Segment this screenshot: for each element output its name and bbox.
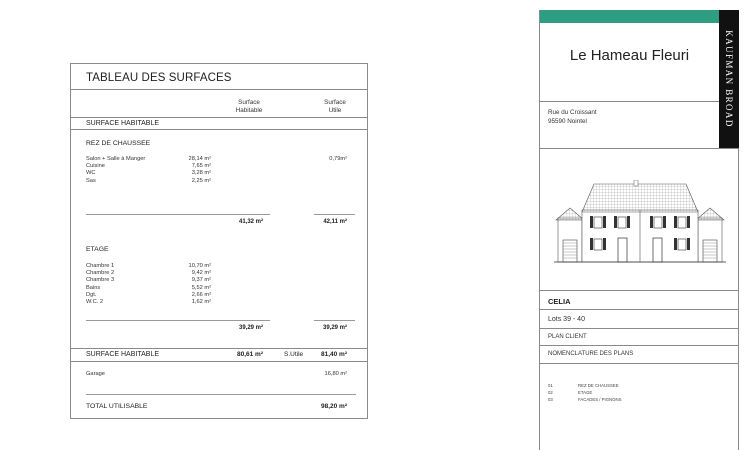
etage-room-values xyxy=(171,263,211,306)
room-name: Dgt. xyxy=(86,291,97,298)
room-name: Chambre 3 xyxy=(86,277,115,284)
summary-utile: 81,40 m² xyxy=(320,351,347,358)
divider xyxy=(540,290,738,291)
divider xyxy=(71,361,367,362)
room-value: 10,70 m² xyxy=(188,263,211,269)
rdc-total-utile: 42,11 m² xyxy=(323,219,347,225)
garage-label: Garage xyxy=(86,371,105,377)
left-wing-roof xyxy=(556,208,584,220)
rdc-utile-value: 0,79m² xyxy=(329,156,347,162)
room-name: Salon + Salle à Manger xyxy=(86,156,146,162)
main-roof xyxy=(582,184,698,212)
divider xyxy=(71,129,367,130)
brand-text: KAUFMAN BROAD xyxy=(724,30,734,128)
col-header-line: Habitable xyxy=(235,107,263,114)
left-garage-door xyxy=(563,240,577,262)
etage-total-utile: 39,29 m² xyxy=(322,325,347,331)
room-value: 2,25 m² xyxy=(191,177,211,184)
plan-name: REZ DE CHAUSSEE xyxy=(578,383,619,388)
garage-value: 16,80 m² xyxy=(324,371,347,377)
room-name: WC xyxy=(86,170,96,177)
rdc-total-habitable: 41,32 m² xyxy=(238,219,263,225)
section-etage: ETAGE xyxy=(86,246,109,253)
section-rdc: REZ DE CHAUSSEE xyxy=(86,140,151,147)
divider xyxy=(71,117,367,118)
chimney xyxy=(634,180,638,186)
address-line: 95590 Nointel xyxy=(548,118,587,125)
room-value: 3,28 m² xyxy=(191,170,211,177)
model-name: CELIA xyxy=(548,297,571,306)
col-header-habitable xyxy=(229,99,269,115)
divider xyxy=(540,363,738,364)
facade-drawing xyxy=(554,180,726,266)
plan-number: 03 xyxy=(548,397,553,402)
right-wing-roof xyxy=(696,208,724,220)
divider xyxy=(540,148,738,149)
room-value: 1,62 m² xyxy=(191,299,211,306)
divider xyxy=(71,89,367,90)
room-name: Chambre 2 xyxy=(86,270,115,277)
accent-band xyxy=(540,10,719,23)
plan-name: ETAGE xyxy=(578,390,593,395)
divider xyxy=(540,101,719,102)
rdc-room-values xyxy=(171,156,211,185)
summary-label: SURFACE HABITABLE xyxy=(86,351,160,358)
summary-utile-label: S.Utile xyxy=(284,351,304,358)
divider xyxy=(540,345,738,346)
subtotal-line xyxy=(86,320,270,321)
plan-type: PLAN CLIENT xyxy=(548,334,587,340)
room-value: 9,37 m² xyxy=(191,277,211,284)
address-line: Rue du Croissant xyxy=(548,109,597,116)
title-block xyxy=(539,10,739,450)
room-name: Cuisine xyxy=(86,163,105,170)
plan-number: 02 xyxy=(548,390,553,395)
room-value: 2,66 m² xyxy=(191,291,211,298)
subtotal-line xyxy=(314,320,355,321)
room-name: Bains xyxy=(86,284,101,291)
nomenclature-title: NOMENCLATURE DES PLANS xyxy=(548,351,634,357)
brand-logo xyxy=(719,10,739,148)
room-value: 7,65 m² xyxy=(191,163,211,170)
total-line xyxy=(86,394,356,395)
col-header-line: Utile xyxy=(328,107,342,114)
surfaces-table xyxy=(70,63,368,419)
divider xyxy=(71,348,367,349)
table-title: TABLEAU DES SURFACES xyxy=(86,72,232,84)
project-name: Le Hameau Fleuri xyxy=(569,47,690,64)
summary-habitable: 80,61 m² xyxy=(236,351,263,358)
col-header-line: Surface xyxy=(324,99,346,106)
room-value: 9,42 m² xyxy=(191,270,211,277)
room-name: Sas xyxy=(86,177,96,184)
divider xyxy=(540,309,738,310)
col-header-line: Surface xyxy=(238,99,260,106)
subtotal-line xyxy=(86,214,270,215)
divider xyxy=(540,328,738,329)
room-name: Chambre 1 xyxy=(86,263,115,269)
right-garage-door xyxy=(703,240,717,262)
room-value: 28,14 m² xyxy=(188,156,211,162)
etage-total-habitable: 39,29 m² xyxy=(238,325,263,331)
room-name: W.C. 2 xyxy=(86,299,104,306)
subtotal-line xyxy=(314,214,355,215)
surface-habitable-header: SURFACE HABITABLE xyxy=(86,120,160,127)
total-value: 98,20 m² xyxy=(320,403,347,410)
plan-number: 01 xyxy=(548,383,553,388)
room-value: 5,52 m² xyxy=(191,284,211,291)
plan-name: FACADES / PIGNONS xyxy=(578,397,622,402)
col-header-utile xyxy=(316,99,354,115)
lots-label: Lots 39 - 40 xyxy=(548,316,585,323)
total-label: TOTAL UTILISABLE xyxy=(86,403,148,410)
